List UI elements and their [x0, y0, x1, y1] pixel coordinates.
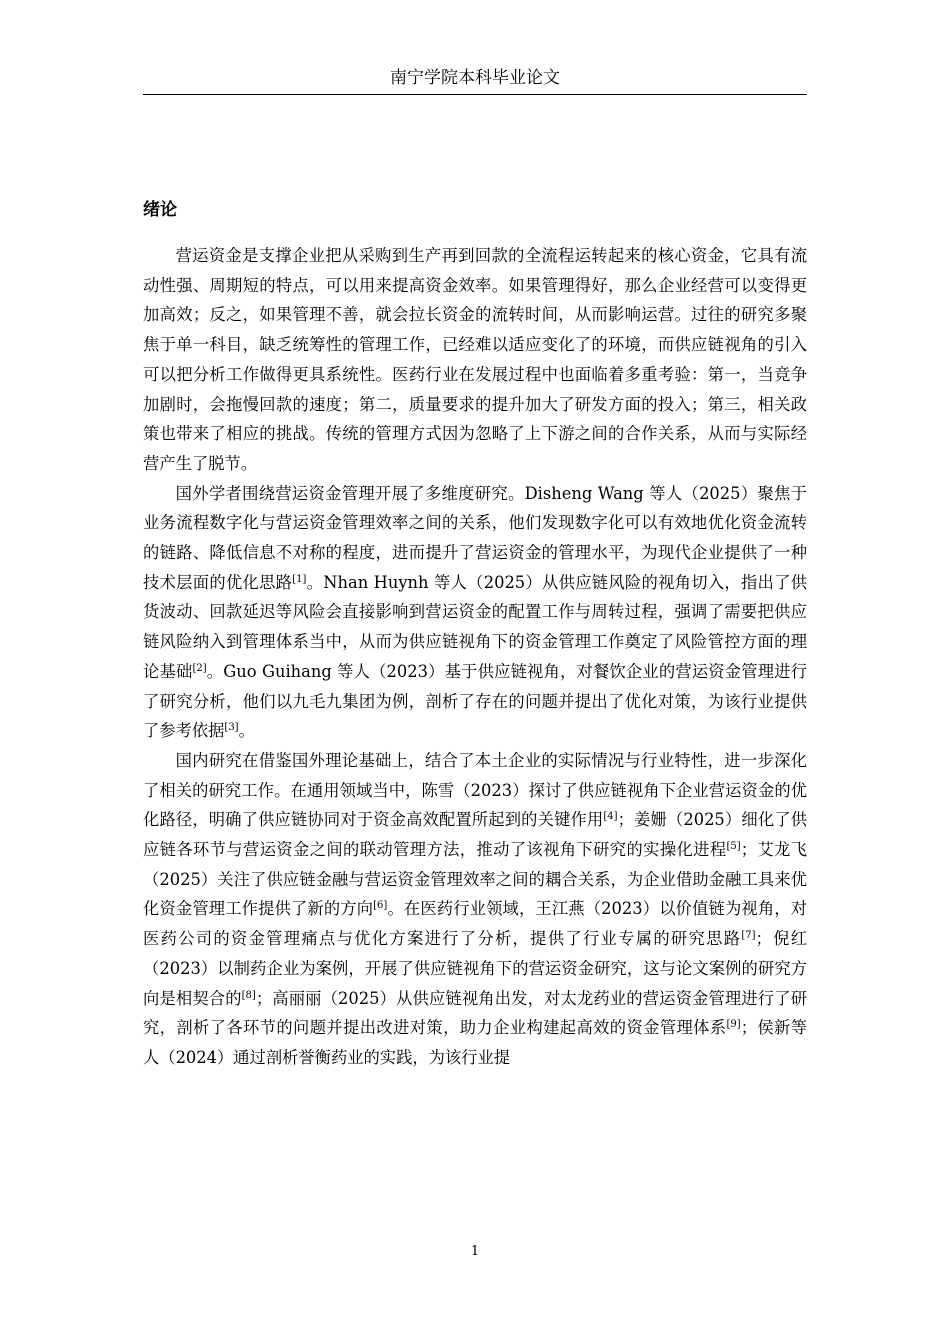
body-paragraph — [143, 241, 807, 479]
citation-marker: [4] — [603, 811, 618, 823]
paragraph-text: 。Guo Guihang 等人（2023）基于供应链视角，对餐饮企业的营运资金管理进行了研究分析，他们以九毛九集团为例，剖析了存在的问题并提出了优化对策，为该行业提供了参考依据 — [143, 661, 807, 741]
body-text — [143, 241, 807, 1073]
citation-marker: [6] — [373, 900, 388, 912]
paragraph-text: ；高丽丽（2025）从供应链视角出发，对太龙药业的营运资金管理进行了研究，剖析了各环节的问题并提出改进对策，助力企业构建起高效的资金管理体系 — [143, 988, 807, 1038]
section-heading: 绪论 — [143, 200, 177, 220]
citation-marker: [3] — [224, 722, 239, 734]
page-number: 1 — [470, 1244, 480, 1259]
paragraph-text: 。在医药行业领域，王江燕（2023）以价值链为视角，对医药公司的资金管理痛点与优化方案进行了分析，提供了行业专属的研究思路 — [143, 899, 807, 949]
paragraph-text: ；倪红（2023）以制药企业为案例，开展了供应链视角下的营运资金研究，这与论文案例的研究方向是相契合的 — [143, 929, 807, 1008]
citation-marker: [7] — [741, 930, 756, 942]
paragraph-text: 。Nhan Huynh 等人（2025）从供应链风险的视角切入，指出了供货波动、回款延迟等风险会直接影响到营运资金的配置工作与周转过程，强调了需要把供应链风险纳入到管理体系当中，从而为供应链视角下的资金管理工作奠定了风险管控方面的理论基础 — [143, 572, 807, 681]
paragraph-text: ；姜姗（2025）细化了供应链各环节与营运资金之间的联动管理方法，推动了该视角下研究的实操化进程 — [143, 810, 807, 860]
citation-marker: [1] — [292, 573, 307, 585]
citation-marker: [2] — [192, 662, 207, 674]
citation-marker: [8] — [241, 989, 256, 1001]
paragraph-text: 国外学者围绕营运资金管理开展了多维度研究。Disheng Wang 等人（2025）聚焦于业务流程数字化与营运资金管理效率之间的关系，他们发现数字化可以有效地优化资金流转的链路、降低信息不对称的程度，进而提升了营运资金的管理水平，为现代企业提供了一种技术层面的优化思路 — [143, 483, 807, 592]
body-paragraph — [143, 746, 807, 1073]
paragraph-text: 营运资金是支撑企业把从采购到生产再到回款的全流程运转起来的核心资金，它具有流动性强、周期短的特点，可以用来提高资金效率。如果管理得好，那么企业经营可以变得更加高效；反之，如果管理不善，就会拉长资金的流转时间，从而影响运营。过往的研究多聚焦于单一科目，缺乏统筹性的管理工作，已经难以适应变化了的环境，而供应链视角的引入可以把分析工作做得更具系统性。医药行业在发展过程中也面临着多重考验：第一，当竞争加剧时，会拖慢回款的速度；第二，质量要求的提升加大了研发方面的投入；第三，相关政策也带来了相应的挑战。传统的管理方式因为忽略了上下游之间的合作关系，从而与实际经营产生了脱节。 — [143, 246, 807, 473]
citation-marker: [5] — [726, 841, 741, 853]
running-header: 南宁学院本科毕业论文 — [390, 68, 560, 88]
paragraph-text: 国内研究在借鉴国外理论基础上，结合了本土企业的实际情况与行业特性，进一步深化了相关的研究工作。在通用领域当中，陈雪（2023）探讨了供应链视角下企业营运资金的优化路径，明确了供应链协同对于资金高效配置所起到的关键作用 — [143, 750, 807, 830]
body-paragraph — [143, 479, 807, 746]
paragraph-text: ；侯新等人（2024）通过剖析誉衡药业的实践，为该行业提 — [143, 1018, 807, 1067]
header-rule — [143, 94, 807, 95]
paragraph-text: 。 — [238, 721, 255, 741]
citation-marker: [9] — [726, 1019, 741, 1031]
paragraph-text: ；艾龙飞（2025）关注了供应链金融与营运资金管理效率之间的耦合关系，为企业借助金融工具来优化资金管理工作提供了新的方向 — [143, 840, 807, 919]
